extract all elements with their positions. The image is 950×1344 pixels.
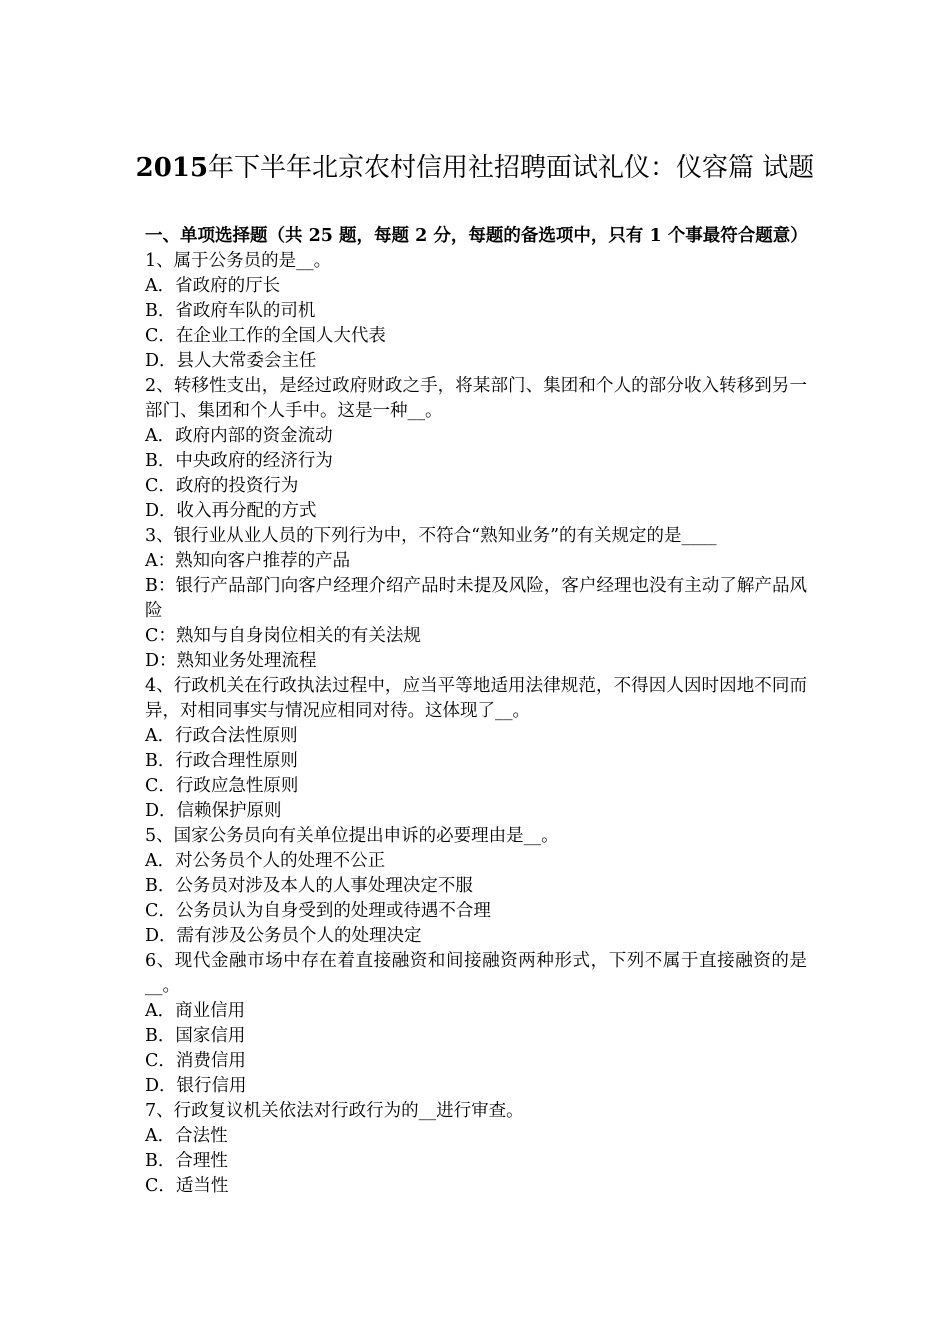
title-year: 2015 — [135, 153, 209, 183]
option-b: B：银行产品部门向客户经理介绍产品时未提及风险，客户经理也没有主动了解产品风险 — [145, 576, 807, 621]
document-title — [0, 150, 950, 186]
option-c: C．政府的投资行为 — [145, 476, 299, 496]
question-1 — [145, 249, 807, 374]
question-7 — [145, 1099, 807, 1199]
question-text: 7、行政复议机关依法对行政行为的__进行审查。 — [145, 1101, 524, 1121]
question-text: 1、属于公务员的是__。 — [145, 251, 332, 271]
question-3 — [145, 524, 807, 674]
option-d: D．收入再分配的方式 — [145, 501, 317, 521]
option-d: D．县人大常委会主任 — [145, 351, 317, 371]
section-header: 一、单项选择题（共 25 题，每题 2 分，每题的备选项中，只有 1 个事最符合题意） — [145, 226, 808, 246]
option-b: B．省政府车队的司机 — [145, 301, 316, 321]
option-c: C．消费信用 — [145, 1051, 246, 1071]
option-c: C：熟知与自身岗位相关的有关法规 — [145, 626, 421, 646]
option-a: A．合法性 — [145, 1126, 228, 1146]
option-d: D．银行信用 — [145, 1076, 247, 1096]
question-5 — [145, 824, 807, 949]
option-d: D：熟知业务处理流程 — [145, 651, 317, 671]
question-text: 3、银行业从业人员的下列行为中，不符合“熟知业务”的有关规定的是____ — [145, 526, 717, 546]
question-text: 6、现代金融市场中存在着直接融资和间接融资两种形式，下列不属于直接融资的是__。 — [145, 951, 807, 996]
question-6 — [145, 949, 807, 1099]
question-text: 2、转移性支出，是经过政府财政之手，将某部门、集团和个人的部分收入转移到另一部门、集团和个人手中。这是一种__。 — [145, 376, 807, 421]
option-b: B．公务员对涉及本人的人事处理决定不服 — [145, 876, 473, 896]
option-a: A．对公务员个人的处理不公正 — [145, 851, 386, 871]
option-a: A．商业信用 — [145, 1001, 246, 1021]
option-c: C．在企业工作的全国人大代表 — [145, 326, 386, 346]
option-a: A：熟知向客户推荐的产品 — [145, 551, 351, 571]
question-4 — [145, 674, 807, 824]
option-c: C．行政应急性原则 — [145, 776, 299, 796]
option-b: B．中央政府的经济行为 — [145, 451, 333, 471]
option-a: A．行政合法性原则 — [145, 726, 298, 746]
option-d: D．信赖保护原则 — [145, 801, 282, 821]
question-text: 5、国家公务员向有关单位提出申诉的必要理由是__。 — [145, 826, 559, 846]
option-c: C．适当性 — [145, 1176, 229, 1196]
option-a: A．政府内部的资金流动 — [145, 426, 333, 446]
question-2 — [145, 374, 807, 524]
option-b: B．行政合理性原则 — [145, 751, 298, 771]
option-a: A．省政府的厅长 — [145, 276, 281, 296]
question-text: 4、行政机关在行政执法过程中，应当平等地适用法律规范，不得因人因时因地不同而异，对相同事实与情况应相同对待。这体现了__。 — [145, 676, 807, 721]
option-d: D．需有涉及公务员个人的处理决定 — [145, 926, 422, 946]
option-c: C．公务员认为自身受到的处理或待遇不合理 — [145, 901, 491, 921]
title-text: 年下半年北京农村信用社招聘面试礼仪：仪容篇 试题 — [208, 153, 815, 183]
document-body — [145, 224, 807, 1199]
option-b: B．国家信用 — [145, 1026, 246, 1046]
option-b: B．合理性 — [145, 1151, 228, 1171]
